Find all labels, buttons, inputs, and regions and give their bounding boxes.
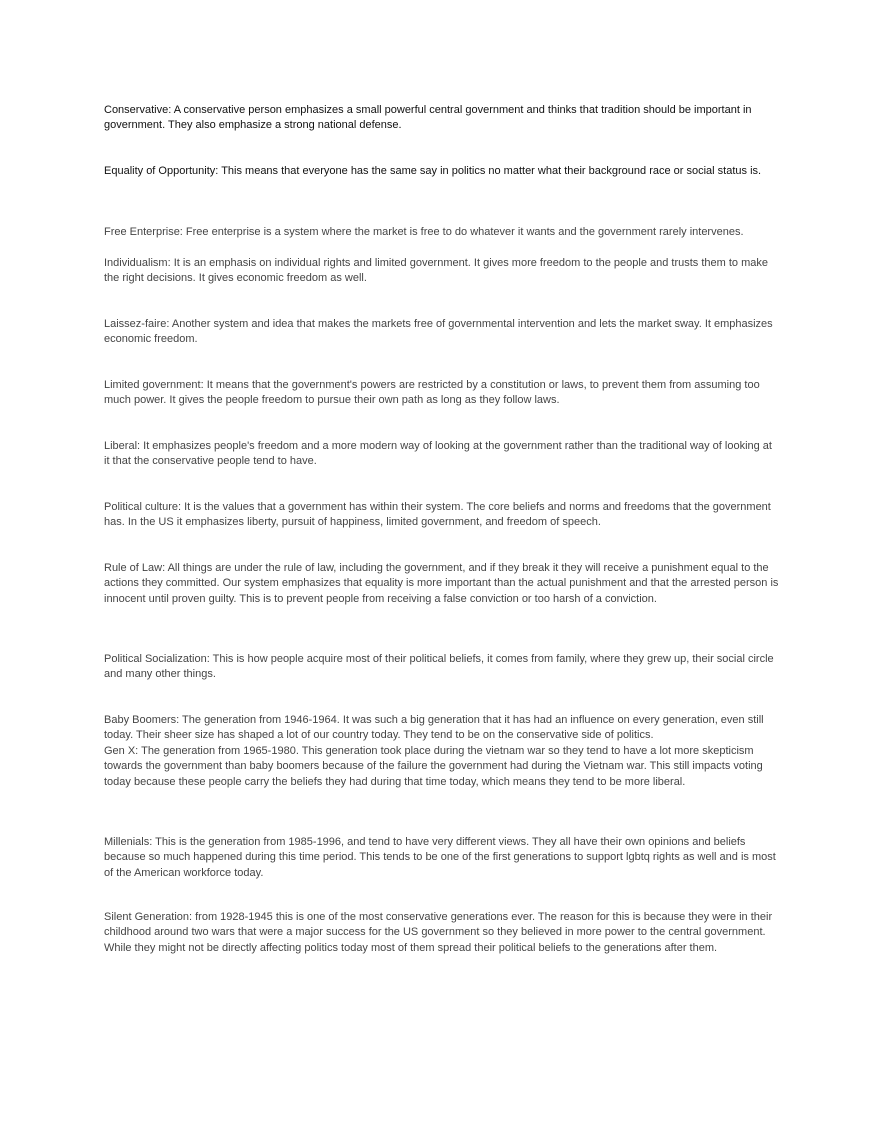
entry-rule-of-law: Rule of Law: All things are under the rule of law, including the government, and if they break it they will receive a punishment equal to the actions they committed. Our system emphasizes that equality is more important than the actual punishment and that the arrested person is innocent until proven guilty. This is to prevent people from receiving a false conviction or too harsh of a conviction. [104,562,779,605]
entry-laissez-faire: Laissez-faire: Another system and idea that makes the markets free of governmental intervention and lets the market sway. It emphasizes economic freedom. [104,318,773,346]
entry-gen-x: Gen X: The generation from 1965-1980. This generation took place during the vietnam war so they tend to have a lot more skepticism towards the government than baby boomers because of the failure the government had during the Vietnam war. This still impacts voting today because these people carry the beliefs they had during that time today, which means they tend to be more liberal. [104,745,763,788]
entry-conservative: Conservative: A conservative person emphasizes a small powerful central government and thinks that tradition should be important in government. They also emphasize a strong national defense. [104,104,752,132]
entry-baby-boomers: Baby Boomers: The generation from 1946-1964. It was such a big generation that it has had an influence on every generation, even still today. Their sheer size has shaped a lot of our country today. They tend to be on the conservative side of politics. [104,714,764,742]
entry-limited-government: Limited government: It means that the government's powers are restricted by a constitution or laws, to prevent them from assuming too much power. It gives the people freedom to pursue their own path as long as they follow laws. [104,379,760,407]
entry-political-culture: Political culture: It is the values that a government has within their system. The core beliefs and norms and freedoms that the government has. In the US it emphasizes liberty, pursuit of happiness, limited government, and freedom of speech. [104,501,771,529]
entry-free-enterprise: Free Enterprise: Free enterprise is a system where the market is free to do whatever it wants and the government rarely intervenes. [104,226,744,238]
entry-liberal: Liberal: It emphasizes people's freedom and a more modern way of looking at the government rather than the traditional way of looking at it that the conservative people tend to have. [104,440,772,468]
entry-individualism: Individualism: It is an emphasis on individual rights and limited government. It gives more freedom to the people and trusts them to make the right decisions. It gives economic freedom as well. [104,257,769,285]
entry-equality-of-opportunity: Equality of Opportunity: This means that everyone has the same say in politics no matter what their background race or social status is. [104,165,762,177]
entry-millenials: Millenials: This is the generation from 1985-1996, and tend to have very different views. They all have their own opinions and beliefs because so much happened during this time period. This tends to be one of the first generations to support lgbtq rights as well and is most of the American workforce today. [104,836,776,879]
entry-political-socialization: Political Socialization: This is how people acquire most of their political beliefs, it comes from family, where they grew up, their social circle and many other things. [104,653,774,681]
entry-silent-generation: Silent Generation: from 1928-1945 this is one of the most conservative generations ever. The reason for this is because they were in their childhood around two wars that were a major success for the US government so they believed in more power to the central government. While they might not be directly affecting politics today most of them spread their political beliefs to the generations after them. [104,911,773,954]
